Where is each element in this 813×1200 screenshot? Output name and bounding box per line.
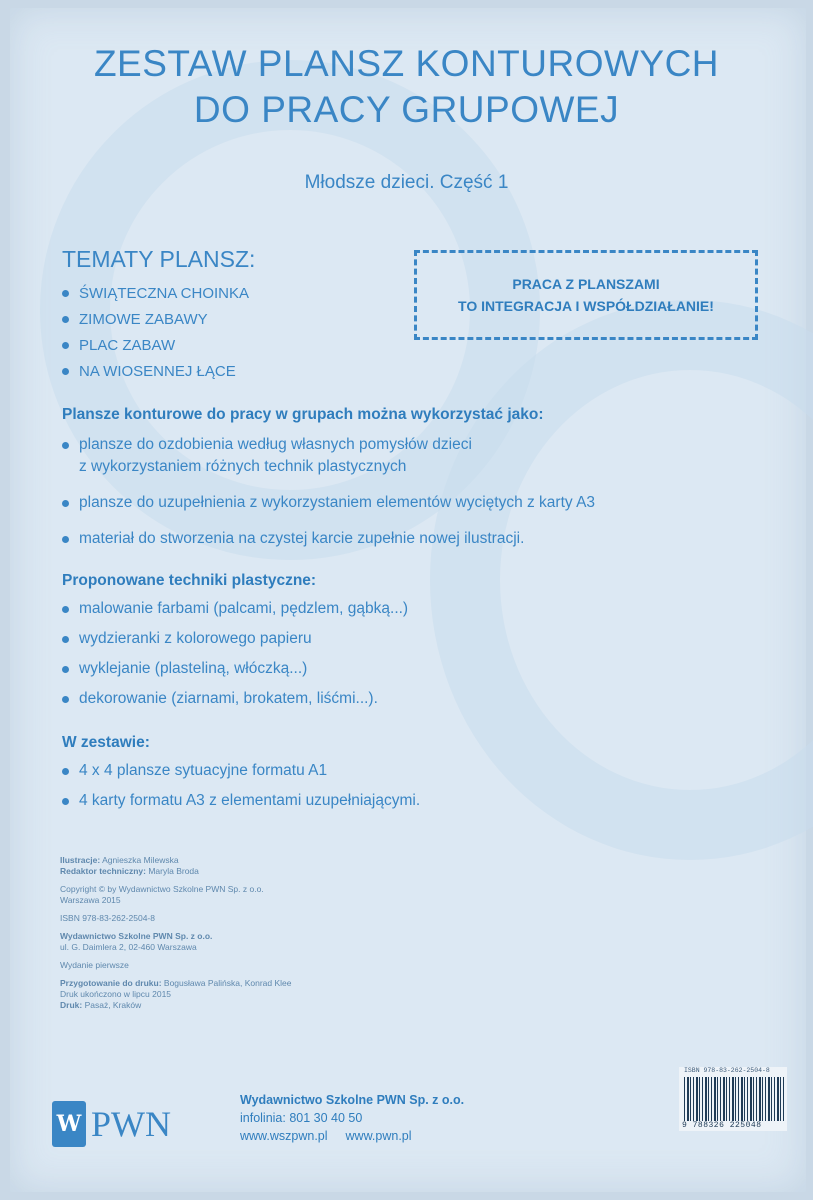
barcode-number: 9 788326 225048 [682,1121,762,1130]
usage-list [62,434,595,550]
bullet-icon [62,316,69,323]
usage-item: plansze do uzupełnienia z wykorzystaniem elementów wyciętych z karty A3 [62,492,595,514]
publisher-site-1[interactable]: www.wszpwn.pl [240,1129,328,1143]
bullet-icon [62,290,69,297]
credits-block: Ilustracje: Agnieszka Milewska Redaktor techniczny: Maryla Broda Copyright © by Wydawnictwo Szkolne PWN Sp. z o.o. Warszawa 2015 ISBN 978-83-262-2504-8 Wydawnictwo Szkolne PWN Sp. z o.o. ul. G. Daimlera 2, 02-460 Warszawa Wydanie pierwsze Przygotowanie do druku: Bogusława Palińska, Konrad Klee Druk ukończono w lipcu 2015 Druk: Pasaż, Kraków [60,855,292,1010]
usage-heading: Plansze konturowe do pracy w grupach można wykorzystać jako: [62,406,544,423]
bullet-icon [62,442,69,449]
topic-item: ŚWIĄTECZNA CHOINKA [62,280,249,306]
callout-line-2: TO INTEGRACJA I WSPÓŁDZIAŁANIE! [458,298,714,314]
bullet-icon [62,768,69,775]
contents-heading: W zestawie: [62,734,150,751]
subtitle: Młodsze dzieci. Część 1 [304,172,509,193]
techniques-list [62,598,408,710]
publisher-block [240,1091,464,1145]
topic-item: PLAC ZABAW [62,332,249,358]
topic-item: NA WIOSENNEJ ŁĄCE [62,358,249,384]
topics-list [62,280,249,384]
technique-item: dekorowanie (ziarnami, brokatem, liśćmi...). [62,688,408,710]
technique-item: wydzieranki z kolorowego papieru [62,628,408,650]
bullet-icon [62,666,69,673]
bullet-icon [62,606,69,613]
usage-item: plansze do ozdobienia według własnych pomysłów dzieci z wykorzystaniem różnych technik plastycznych [62,434,595,478]
bullet-icon [62,500,69,507]
topic-item: ZIMOWE ZABAWY [62,306,249,332]
callout-line-1: PRACA Z PLANSZAMI [512,276,660,292]
technique-item: wyklejanie (plasteliną, włóczką...) [62,658,408,680]
techniques-heading: Proponowane techniki plastyczne: [62,572,317,589]
contents-item: 4 x 4 plansze sytuacyjne formatu A1 [62,760,420,782]
contents-item: 4 karty formatu A3 z elementami uzupełniającymi. [62,790,420,812]
usage-item: materiał do stworzenia na czystej karcie zupełnie nowej ilustracji. [62,528,595,550]
publisher-phone: infolinia: 801 30 40 50 [240,1111,363,1125]
barcode-bars-icon [684,1077,784,1121]
publisher-name: Wydawnictwo Szkolne PWN Sp. z o.o. [240,1093,465,1107]
publisher-site-2[interactable]: www.pwn.pl [345,1129,412,1143]
pwn-logo-text: PWN [91,1104,171,1144]
bullet-icon [62,696,69,703]
title-line-2: DO PRACY GRUPOWEJ [193,89,620,130]
bullet-icon [62,798,69,805]
bullet-icon [62,342,69,349]
bullet-icon [62,636,69,643]
callout-box [414,250,758,340]
bullet-icon [62,368,69,375]
bullet-icon [62,536,69,543]
contents-list [62,760,420,812]
title-line-1: ZESTAW PLANSZ KONTUROWYCH [93,43,720,84]
topics-heading: TEMATY PLANSZ: [62,246,256,272]
barcode-isbn: ISBN 978-83-262-2504-8 [684,1067,770,1074]
pwn-logo-icon: W [52,1101,86,1147]
technique-item: malowanie farbami (palcami, pędzlem, gąbką...) [62,598,408,620]
